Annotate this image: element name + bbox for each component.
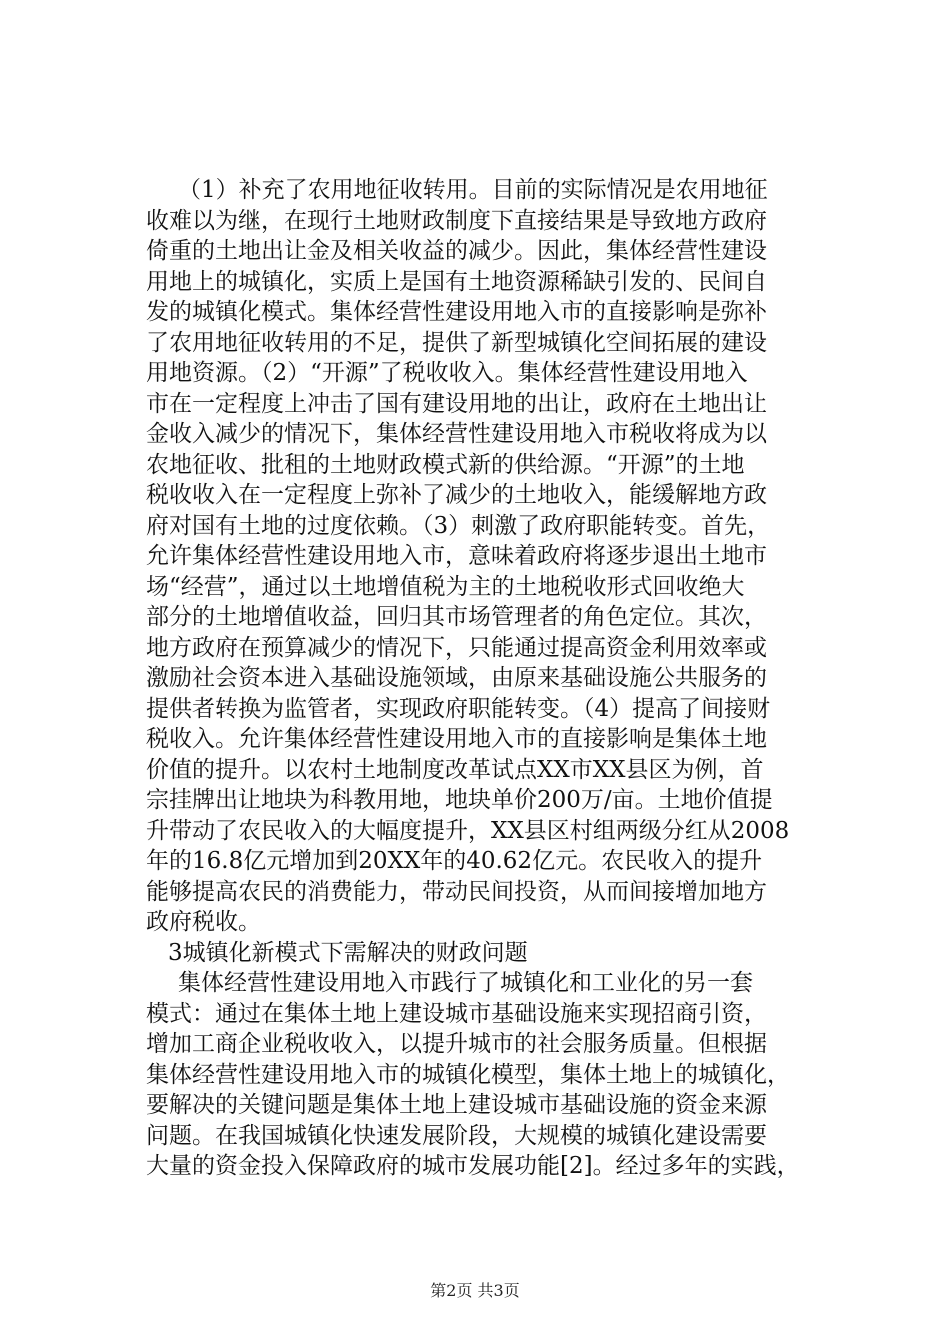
text-line: 能够提高农民的消费能力，带动民间投资，从而间接增加地方: [146, 878, 767, 905]
text-line: 收难以为继，在现行土地财政制度下直接结果是导致地方政府: [146, 207, 767, 234]
text-line: 用地资源。（2）“开源”了税收收入。集体经营性建设用地入: [146, 360, 748, 386]
text-line: 价值的提升。以农村土地制度改革试点XX市XX县区为例，首: [146, 756, 764, 783]
text-line: 升带动了农民收入的大幅度提升，XX县区村组两级分红从2008: [146, 817, 790, 844]
text-line: 提供者转换为监管者，实现政府职能转变。（4）提高了间接财: [146, 695, 771, 722]
text-line: 地方政府在预算减少的情况下，只能通过提高资金利用效率或: [146, 634, 767, 661]
text-line: 发的城镇化模式。集体经营性建设用地入市的直接影响是弥补: [146, 299, 767, 325]
text-line: 集体经营性建设用地入市的城镇化模型，集体土地上的城镇化，: [146, 1061, 790, 1088]
page-number: 第2页 共3页: [430, 1281, 520, 1300]
text-line: （1）补充了农用地征收转用。目前的实际情况是农用地征: [178, 177, 768, 203]
text-line: 激励社会资本进入基础设施领域，由原来基础设施公共服务的: [146, 665, 767, 691]
text-line: 税收收入在一定程度上弥补了减少的土地收入，能缓解地方政: [146, 482, 767, 508]
text-line: 金收入减少的情况下，集体经营性建设用地入市税收将成为以: [146, 421, 767, 447]
text-line: 宗挂牌出让地块为科教用地，地块单价200万/亩。土地价值提: [146, 787, 773, 813]
page-footer: [0, 1278, 950, 1301]
text-line: 年的16.8亿元增加到20XX年的40.62亿元。农民收入的提升: [146, 848, 763, 874]
text-line: 部分的土地增值收益，回归其市场管理者的角色定位。其次，: [146, 604, 767, 630]
section-heading: 3城镇化新模式下需解决的财政问题: [168, 939, 528, 966]
text-line: 允许集体经营性建设用地入市，意味着政府将逐步退出土地市: [146, 543, 767, 569]
text-line: 倚重的土地出让金及相关收益的减少。因此，集体经营性建设: [146, 238, 767, 264]
text-line: 市在一定程度上冲击了国有建设用地的出让，政府在土地出让: [146, 390, 767, 417]
text-line: 税收入。允许集体经营性建设用地入市的直接影响是集体土地: [146, 726, 767, 752]
text-line: 政府税收。: [146, 909, 261, 935]
text-line: 用地上的城镇化，实质上是国有土地资源稀缺引发的、民间自: [146, 268, 767, 295]
document-body: [146, 175, 836, 1182]
text-line: 模式：通过在集体土地上建设城市基础设施来实现招商引资，: [146, 1000, 767, 1027]
text-line: 集体经营性建设用地入市践行了城镇化和工业化的另一套: [178, 970, 753, 996]
text-line: 农地征收、批租的土地财政模式新的供给源。“开源”的土地: [146, 451, 745, 478]
text-line: 问题。在我国城镇化快速发展阶段，大规模的城镇化建设需要: [146, 1122, 767, 1149]
paragraph-2: [146, 968, 836, 1182]
text-line: 府对国有土地的过度依赖。（3）刺激了政府职能转变。首先，: [146, 512, 771, 539]
text-line: 要解决的关键问题是集体土地上建设城市基础设施的资金来源: [146, 1092, 767, 1118]
text-line: 场“经营”，通过以土地增值税为主的土地税收形式回收绝大: [146, 573, 745, 600]
text-line: 增加工商企业税收收入，以提升城市的社会服务质量。但根据: [146, 1031, 767, 1057]
paragraph-1: [146, 175, 836, 938]
text-line: 了农用地征收转用的不足，提供了新型城镇化空间拓展的建设: [146, 329, 767, 356]
text-line: 大量的资金投入保障政府的城市发展功能[2]。经过多年的实践，: [146, 1153, 800, 1179]
